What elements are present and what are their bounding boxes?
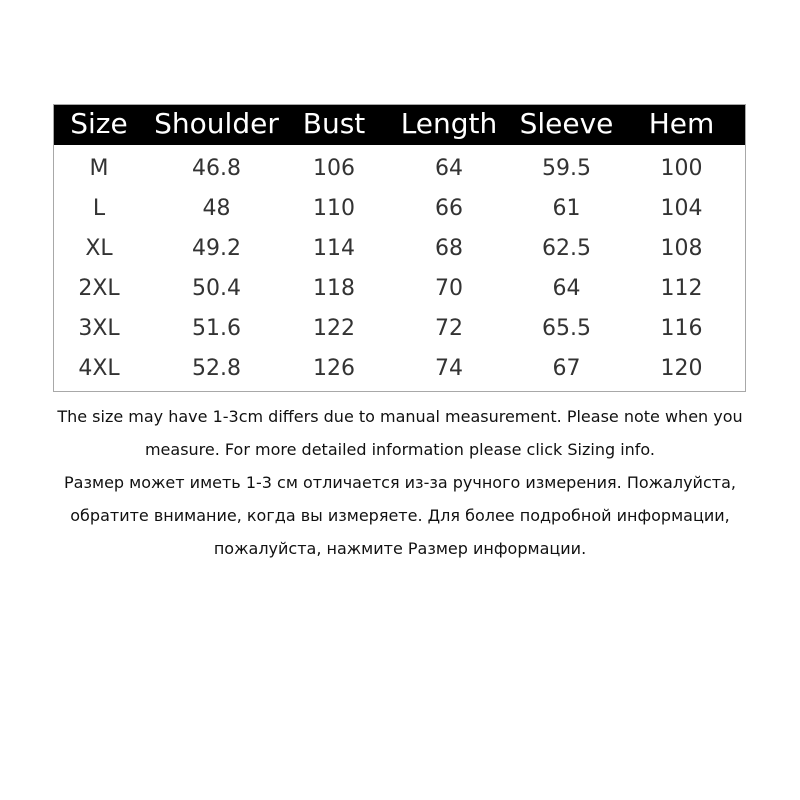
cell-shoulder: 52.8 bbox=[192, 356, 241, 381]
header-length: Length bbox=[400, 107, 498, 140]
size-chart-table bbox=[53, 104, 746, 392]
table-row bbox=[54, 309, 745, 349]
header-size: Size bbox=[70, 107, 128, 140]
cell-bust: 114 bbox=[313, 236, 355, 261]
cell-hem: 104 bbox=[660, 196, 703, 221]
table-row bbox=[54, 189, 745, 229]
cell-sleeve: 61 bbox=[552, 196, 581, 221]
cell-shoulder: 49.2 bbox=[192, 236, 241, 261]
cell-shoulder: 46.8 bbox=[192, 156, 241, 181]
note-line-ru-1: Размер может иметь 1-3 см отличается из-за ручного измерения. Пожалуйста, bbox=[64, 473, 736, 492]
cell-sleeve: 67 bbox=[552, 356, 581, 381]
cell-bust: 126 bbox=[313, 356, 355, 381]
cell-length: 66 bbox=[435, 196, 463, 221]
header-bust: Bust bbox=[302, 107, 366, 140]
note-line-en-2: measure. For more detailed information please click Sizing info. bbox=[144, 440, 656, 459]
table-row bbox=[54, 269, 745, 309]
cell-bust: 118 bbox=[313, 276, 355, 301]
cell-length: 70 bbox=[435, 276, 463, 301]
measurement-notes bbox=[30, 400, 770, 565]
cell-sleeve: 62.5 bbox=[542, 236, 591, 261]
cell-sleeve: 59.5 bbox=[542, 156, 591, 181]
note-line-en-1: The size may have 1-3cm differs due to manual measurement. Please note when you bbox=[57, 407, 743, 426]
cell-hem: 120 bbox=[660, 356, 703, 381]
cell-length: 68 bbox=[435, 236, 463, 261]
cell-size: 2XL bbox=[78, 276, 120, 301]
cell-length: 72 bbox=[435, 316, 463, 341]
header-shoulder: Shoulder bbox=[154, 107, 279, 140]
cell-bust: 122 bbox=[313, 316, 355, 341]
cell-hem: 108 bbox=[660, 236, 703, 261]
cell-shoulder: 51.6 bbox=[192, 316, 241, 341]
cell-size: 3XL bbox=[78, 316, 120, 341]
cell-shoulder: 48 bbox=[202, 196, 231, 221]
cell-hem: 112 bbox=[660, 276, 703, 301]
note-line-ru-2: обратите внимание, когда вы измеряете. Для более подробной информации, bbox=[70, 506, 730, 525]
cell-size: M bbox=[89, 156, 109, 181]
cell-sleeve: 64 bbox=[552, 276, 581, 301]
table-row bbox=[54, 149, 745, 189]
cell-bust: 106 bbox=[313, 156, 355, 181]
cell-length: 64 bbox=[435, 156, 463, 181]
cell-size: XL bbox=[85, 236, 113, 261]
cell-sleeve: 65.5 bbox=[542, 316, 591, 341]
header-hem: Hem bbox=[648, 107, 715, 140]
cell-size: L bbox=[92, 196, 106, 221]
cell-hem: 100 bbox=[660, 156, 703, 181]
header-sleeve: Sleeve bbox=[519, 107, 614, 140]
cell-bust: 110 bbox=[313, 196, 355, 221]
note-line-ru-3: пожалуйста, нажмите Размер информации. bbox=[213, 539, 587, 558]
table-header-row bbox=[54, 105, 745, 145]
cell-hem: 116 bbox=[660, 316, 703, 341]
cell-length: 74 bbox=[435, 356, 463, 381]
cell-size: 4XL bbox=[78, 356, 120, 381]
table-row bbox=[54, 229, 745, 269]
table-row bbox=[54, 349, 745, 389]
cell-shoulder: 50.4 bbox=[192, 276, 241, 301]
